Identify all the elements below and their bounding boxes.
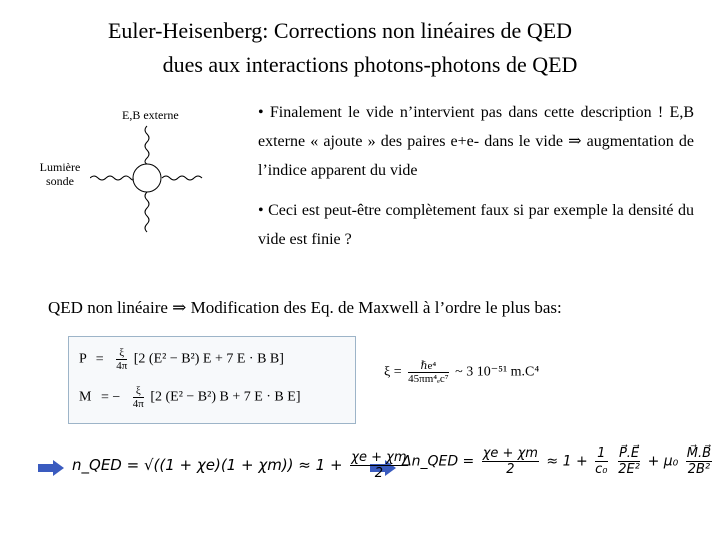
dn-frac3 [618, 446, 640, 477]
n-lhs: n_QED [72, 456, 122, 474]
m-bracket: [2 (E² − B²) B + 7 E · B E] [150, 389, 301, 405]
n-qed-equation [72, 450, 411, 481]
field-label: E,B externe [122, 108, 179, 122]
dn-frac4-den: 2B² [687, 462, 711, 477]
dn-frac2 [595, 446, 607, 477]
m-xi: ξ [133, 385, 144, 398]
probe-label [34, 160, 86, 188]
photon-loop-diagram [90, 118, 220, 238]
p-four-pi: 4π [116, 360, 128, 372]
m-xi-frac [133, 385, 144, 410]
dn-mid: ≈ 1 + [546, 453, 588, 470]
xi-def-lhs: ξ = [384, 364, 402, 380]
dn-plus-mu: + μ₀ [647, 453, 679, 470]
xi-def-den: 45πm⁴ₑc⁷ [408, 373, 449, 385]
equation-P [79, 347, 284, 372]
p-xi-frac [116, 347, 127, 372]
dn-frac1-num: χe + χm [482, 446, 538, 461]
dn-frac3-num: P⃗.E⃗ [618, 446, 640, 461]
m-lhs: M [79, 389, 92, 405]
loop-circle [133, 164, 161, 192]
bullet-vacuum: • Finalement le vide n’intervient pas dans cette description ! E,B externe « ajoute » des paires e+e- dans le vide ⇒ augmentation de l’indice apparent du vide [258, 104, 694, 179]
n-rhs: = √((1 + χe)(1 + χm)) ≈ 1 + [126, 456, 343, 474]
slide-title-line2: dues aux interactions photons-photons de QED [162, 52, 578, 77]
right-photon-line [162, 176, 202, 180]
maxwell-equations-box [68, 336, 356, 424]
probe-label-line2: sonde [46, 174, 74, 188]
m-eq: = − [100, 389, 121, 405]
dn-frac3-den: 2E² [618, 462, 640, 477]
bottom-photon-line [145, 192, 149, 232]
dn-frac2-den: c₀ [595, 462, 608, 477]
dn-frac4-num: M⃗.B⃗ [686, 446, 712, 461]
xi-definition [384, 360, 539, 385]
left-photon-line [90, 176, 133, 180]
bullet-density: • Ceci est peut-être complètement faux si par exemple la densité du vide est finie ? [258, 202, 694, 248]
n-frac [350, 450, 407, 481]
slide-title-line1: Euler-Heisenberg: Corrections non linéaires de QED [107, 18, 573, 43]
arrow-right-icon [38, 460, 64, 476]
n-frac-den: 2 [374, 466, 384, 481]
xi-def-rhs: ~ 3 10⁻⁵¹ m.C⁴ [455, 364, 540, 380]
delta-n-qed-equation [402, 446, 715, 477]
probe-label-line1: Lumière [39, 160, 81, 174]
dn-frac2-num: 1 [595, 446, 607, 462]
dn-frac1-den: 2 [506, 462, 515, 477]
n-frac-num: χe + χm [351, 450, 407, 465]
p-lhs: P [79, 351, 87, 367]
dn-lhs: Δn_QED = [402, 453, 475, 470]
p-xi: ξ [116, 347, 127, 360]
dn-frac1 [482, 446, 539, 477]
m-four-pi: 4π [132, 398, 144, 410]
xi-def-frac [408, 360, 448, 385]
top-photon-line [145, 126, 149, 164]
equation-M [79, 385, 300, 410]
xi-def-num: ℏe⁴ [408, 360, 448, 373]
p-bracket: [2 (E² − B²) E + 7 E · B B] [133, 351, 284, 367]
p-eq: = [95, 351, 104, 367]
qed-statement: QED non linéaire ⇒ Modification des Eq. de Maxwell à l’ordre le plus bas: [48, 298, 562, 317]
dn-frac4 [686, 446, 712, 477]
